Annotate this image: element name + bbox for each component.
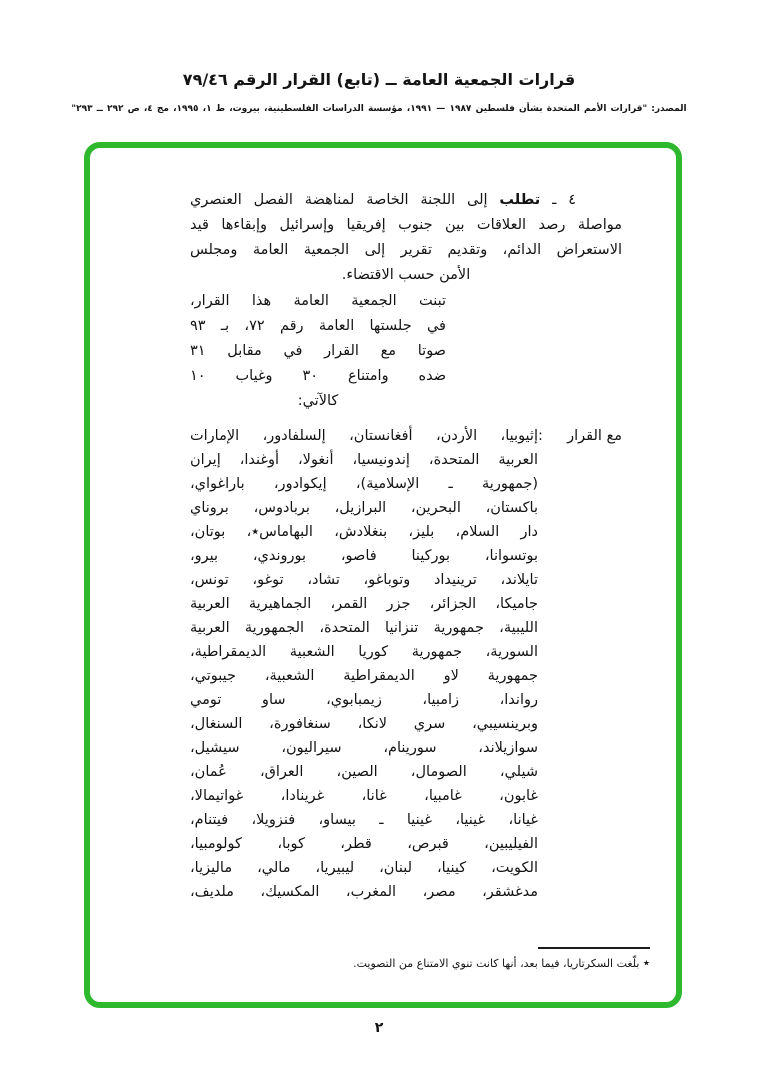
footnote-star-icon: ٭ <box>642 956 650 971</box>
paragraph-text: إلى اللجنة الخاصة لمناهضة الفصل العنصري <box>190 192 500 208</box>
country-list-line: جاميكا، الجزائر، جزر القمر، الجماهيرية العربية <box>190 596 538 612</box>
resolution-paragraph <box>190 188 622 288</box>
country-list-line: العربية المتحدة، إندونيسيا، أنغولا، أوغندا، إيران <box>190 452 538 468</box>
country-list-line: رواندا، زامبيا، زيمبابوي، ساو تومي <box>190 692 538 708</box>
country-list-line: الفيليبين، قبرص، قطر، كوبا، كولومبيا، <box>190 836 538 852</box>
paragraph-line: الاستعراض الدائم، وتقديم تقرير إلى الجمعية العامة ومجلس <box>190 242 622 258</box>
content-border-box <box>84 142 682 1008</box>
vote-for-country-list <box>190 424 538 904</box>
vote-for-block <box>190 424 622 904</box>
paragraph-line: مواصلة رصد العلاقات بين جنوب إفريقيا وإسرائيل وإبقاءها قيد <box>190 217 622 233</box>
footnote-body: بلّغت السكرتاريا، فيما بعد، أنها كانت تنوي الامتناع من التصويت. <box>353 957 640 970</box>
paragraph-line <box>190 188 622 213</box>
page-title: قرارات الجمعية العامة ــ (تابع) القرار الرقم ٧٩/٤٦ <box>182 70 576 89</box>
vote-label-colon: : <box>538 428 543 444</box>
country-list-line: الكويت، كينيا، لبنان، ليبيريا، مالي، ماليزيا، <box>190 860 538 876</box>
vote-for-label <box>538 424 622 904</box>
country-list-line: السورية، جمهورية كوريا الشعبية الديمقراطية، <box>190 644 538 660</box>
country-list-line: الليبية، جمهورية تنزانيا المتحدة، الجمهورية العربية <box>190 620 538 636</box>
footnote <box>170 947 650 972</box>
country-list-line: تايلاند، ترينيداد وتوباغو، تشاد، توغو، تونس، <box>190 572 538 588</box>
operative-verb: تطلب <box>499 192 541 208</box>
vote-label-text: مع القرار <box>567 428 622 444</box>
country-list-line: غيانا، غينيا، غينيا ـ بيساو، فنزويلا، فيتنام، <box>190 812 538 828</box>
adoption-line: ضده وامتناع ٣٠ وغياب ١٠ <box>190 368 447 384</box>
footnote-text <box>170 956 650 972</box>
country-list-line: وبرينسيبي، سري لانكا، سنغافورة، السنغال، <box>190 716 538 732</box>
paragraph-line: الأمن حسب الاقتضاء. <box>341 267 471 283</box>
adoption-line: صوتا مع القرار في مقابل ٣١ <box>190 343 446 359</box>
footnote-separator-rule <box>538 947 650 949</box>
source-line: المصدر: "قرارات الأمم المتحدة بشأن فلسطين ١٩٨٧ — ١٩٩١، مؤسسة الدراسات الفلسطينية، بيروت، ط ١، ١٩٩٥، مج ٤، ص ٢٩٢ ــ ٢٩٣" <box>71 104 687 114</box>
country-list-line: بوتسوانا، بوركينا فاصو، بوروندي، بيرو، <box>190 548 538 564</box>
page-number: ٢ <box>374 1020 384 1036</box>
country-list-line: إثيوبيا، الأردن، أفغانستان، إلسلفادور، الإمارات <box>190 428 538 444</box>
adoption-line: تبنت الجمعية العامة هذا القرار، <box>190 293 446 309</box>
country-list-line: شيلي، الصومال، الصين، العراق، عُمان، <box>190 764 538 780</box>
country-list-line: غابون، غامبيا، غانا، غرينادا، غواتيمالا، <box>190 788 538 804</box>
country-list-line: مدغشقر، مصر، المغرب، المكسيك، ملديف، <box>190 884 538 900</box>
adoption-line: في جلستها العامة رقم ٧٢، بـ ٩٣ <box>190 318 446 334</box>
country-list-line: دار السلام، بليز، بنغلادش، البهاماس٭، بوتان، <box>190 524 538 540</box>
adoption-note-block <box>190 289 446 414</box>
country-list-line: (جمهورية ـ الإسلامية)، إيكوادور، باراغواي، <box>190 476 538 492</box>
adoption-line: كالآتي: <box>297 393 339 409</box>
clause-number: ٤ ـ <box>540 192 577 208</box>
country-list-line: سوازيلاند، سورينام، سيراليون، سيشيل، <box>190 740 538 756</box>
country-list-line: باكستان، البحرين، البرازيل، بربادوس، بروناي <box>190 500 538 516</box>
country-list-line: جمهورية لاو الديمقراطية الشعبية، جيبوتي، <box>190 668 538 684</box>
